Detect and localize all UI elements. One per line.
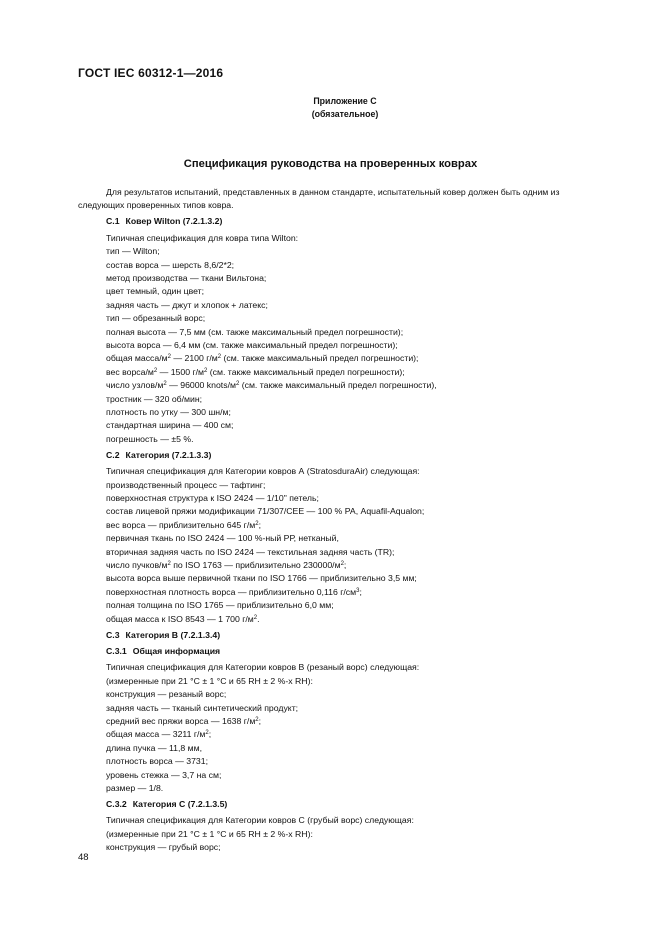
spec-line: высота ворса — 6,4 мм (см. также максимальный предел погрешности); [106,339,398,350]
spec-line: плотность ворса — 3731; [106,756,208,767]
section-heading [78,645,598,658]
spec-line: средний вес пряжи ворса — 1638 $г/м^2$; [106,715,262,726]
spec-line: конструкция — резаный ворс; [106,689,227,700]
spec-line: общая масса — 3211 $г/м^2$; [106,729,212,740]
section-title: Общая информация [132,645,221,656]
spec-line: (измеренные при 21 °С ± 1 °С и 65 RH ± 2 %-х RH): [106,828,313,839]
spec-line: Типичная спецификация для Категории ковров А (StratosduraAir) следующая: [106,466,420,477]
spec-line: цвет темный, один цвет; [106,286,205,297]
section-title: Категория С (7.2.1.3.5) [132,798,228,809]
spec-line: высота ворса выше первичной ткани по ISO 1766 — приблизительно 3,5 мм; [106,573,417,584]
section-title: Ковер Wilton (7.2.1.3.2) [125,216,223,227]
section-number: С.2 [106,449,120,460]
annex-title: Приложение С [313,96,377,106]
spec-line: размер — 1/8. [106,782,164,793]
spec-line: состав ворса — шерсть 8,6/2*2; [106,259,235,270]
standard-header: ГОСТ IEC 60312-1—2016 [78,66,224,80]
spec-line: метод производства — ткани Вильтона; [106,272,267,283]
spec-line: первичная ткань по ISO 2424 — 100 %-ный РР, нетканый, [106,533,339,544]
section-heading [78,798,598,811]
document-title: Спецификация руководства на проверенных коврах [183,158,478,170]
spec-line: Типичная спецификация для ковра типа Wilton: [106,232,299,243]
document-body [78,186,598,855]
spec-line: общая масса/$м^2$ — 2100 $г/м^2$ (см. также максимальный предел погрешности); [106,353,419,364]
spec-line: (измеренные при 21 °С ± 1 °С и 65 RH ± 2 %-х RH): [106,675,313,686]
section-number: С.1 [106,216,120,227]
section-title: Категория В (7.2.1.3.4) [125,629,221,640]
spec-line: задняя часть — джут и хлопок + латекс; [106,299,268,310]
section-title: Категория (7.2.1.3.3) [125,449,212,460]
section-number: С.3.1 [106,645,127,656]
spec-line: тип — Wilton; [106,246,160,257]
spec-line: полная высота — 7,5 мм (см. также максимальный предел погрешности); [106,326,404,337]
spec-line: полная толщина по ISO 1765 — приблизительно 6,0 мм; [106,600,334,611]
page-number: 48 [78,852,89,863]
spec-line: тип — обрезанный ворс; [106,313,206,324]
spec-line: Типичная спецификация для Категории ковров В (резаный ворс) следующая: [106,662,420,673]
spec-line: погрешность — ±5 %. [106,433,194,444]
section-heading [78,215,598,228]
section-number: С.3 [106,629,120,640]
spec-line: поверхностная плотность ворса — приблизительно 0,116 $г/см^3$; [106,586,362,597]
spec-line: стандартная ширина — 400 см; [106,420,234,431]
spec-line: состав лицевой пряжи модификации 71/307/CEE — 100 % РА, Aquafil-Aqualon; [106,506,425,517]
spec-line: поверхностная структура к ISO 2424 — 1/10" петель; [106,492,319,503]
spec-line: тростник — 320 об/мин; [106,393,203,404]
spec-line: длина пучка — 11,8 мм, [106,742,202,753]
section-number: С.3.2 [106,798,127,809]
sections-container [78,215,598,854]
spec-line: производственный процесс — тафтинг; [106,479,266,490]
spec-line: конструкция — грубый ворс; [106,842,221,853]
spec-line: Типичная спецификация для Категории ковров С (грубый ворс) следующая: [106,815,414,826]
spec-line: плотность по утку — 300 шн/м; [106,407,231,417]
section-heading [78,629,598,642]
annex-heading [290,95,400,121]
spec-line: задняя часть — тканый синтетический продукт; [106,702,299,713]
spec-line: число пучков/$м^2$ по ISO 1763 — приблизительно $230000/м^2$; [106,559,347,570]
intro-paragraph: Для результатов испытаний, представленных в данном стандарте, испытательный ковер должен быть одним из следующих проверенных типов ковра. [78,187,560,211]
spec-line: вес ворса — приблизительно 645 $г/м^2$; [106,519,262,530]
spec-line: уровень стежка — 3,7 на см; [106,769,222,780]
spec-line: число узлов/$м^2$ — 96000 knots/$м^2$ (см. также максимальный предел погрешности), [106,380,437,391]
spec-line: вторичная задняя часть по ISO 2424 — текстильная задняя часть (TR); [106,546,395,557]
spec-line: вес ворса/$м^2$ — 1500 $г/м^2$ (см. также максимальный предел погрешности); [106,366,405,377]
annex-subtitle: (обязательное) [311,109,379,119]
section-heading [78,449,598,462]
spec-line: общая масса к ISO 8543 — 1 700 $г/м^2$. [106,613,260,624]
